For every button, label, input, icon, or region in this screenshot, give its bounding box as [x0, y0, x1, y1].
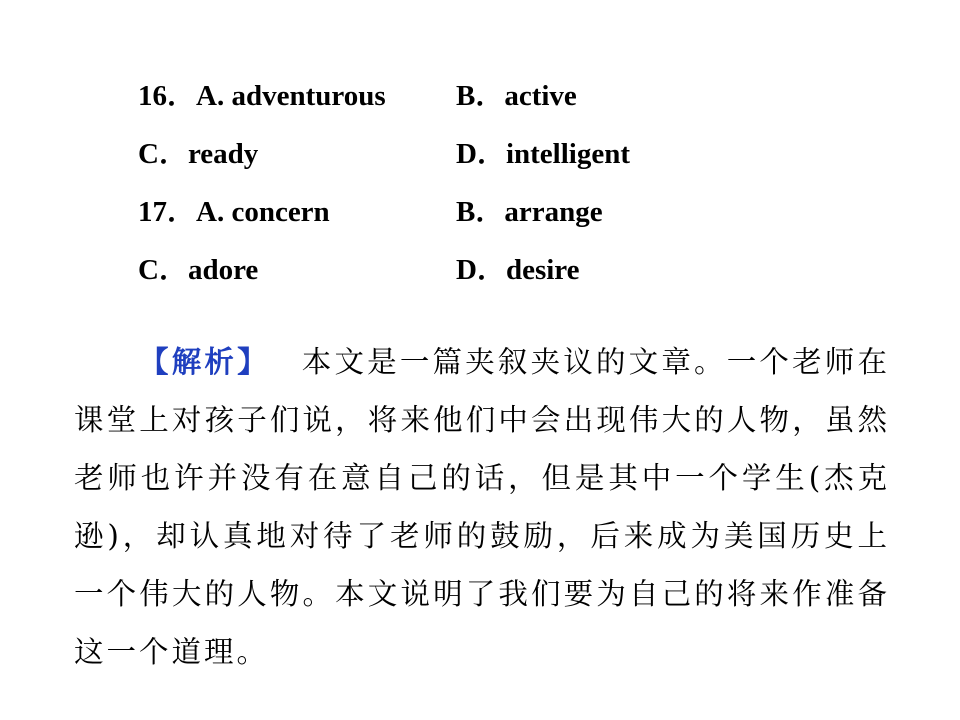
option-17-a: 17．A. concern: [138, 196, 330, 228]
question-17-row-1: [138, 192, 898, 232]
question-16-row-1: [138, 76, 898, 116]
question-17-row-2: [138, 250, 898, 290]
option-16-d: D．intelligent: [456, 138, 630, 170]
option-16-b: B．active: [456, 80, 577, 112]
option-16-c: C．ready: [138, 138, 259, 170]
question-16-row-2: [138, 134, 898, 174]
analysis-paragraph: [74, 333, 890, 681]
option-17-b: B．arrange: [456, 196, 603, 228]
analysis-text: 本文是一篇夹叙夹议的文章。一个老师在课堂上对孩子们说，将来他们中会出现伟大的人物，虽然老师也许并没有在意自己的话，但是其中一个学生(杰克逊)，却认真地对待了老师的鼓励，后来成为美国历史上一个伟大的人物。本文说明了我们要为自己的将来作准备这一个道理。: [74, 344, 890, 669]
option-16-a: 16．A. adventurous: [138, 80, 386, 112]
option-17-c: C．adore: [138, 254, 259, 286]
analysis-tag: 【解析】: [139, 343, 270, 379]
option-17-d: D．desire: [456, 254, 580, 286]
